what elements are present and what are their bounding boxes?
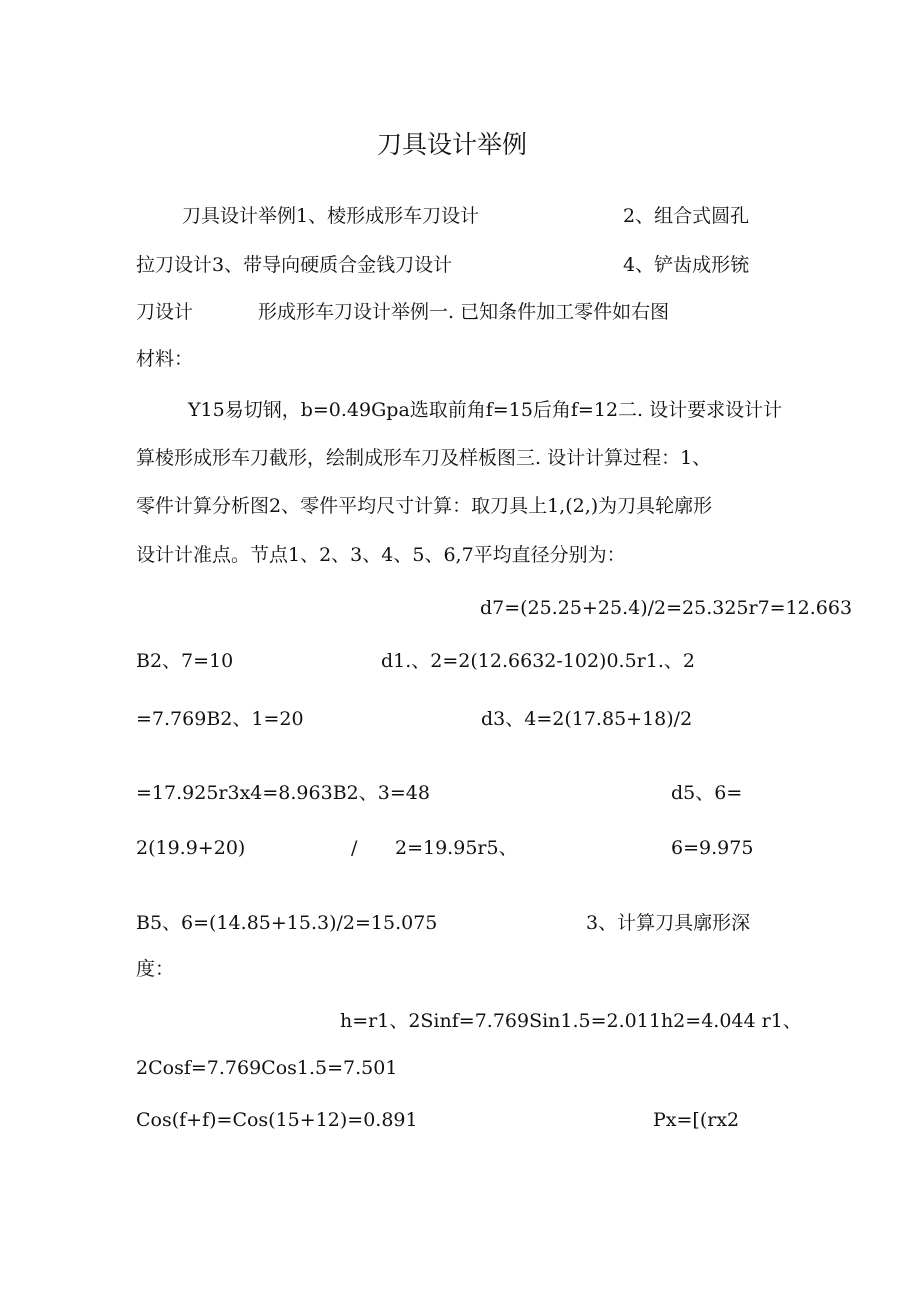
body-line-3: 零件计算分析图2、零件平均尺寸计算：取刀具上1,(2,)为刀具轮廓形 <box>136 495 713 517</box>
calc-d56-expr: 2(19.9+20) <box>136 837 246 859</box>
step3-heading: 3、计算刀具廓形深 <box>586 912 751 934</box>
calc-r56: 6=9.975 <box>671 837 754 859</box>
calc-r34: =17.925r3x4=8.963B2、3=48 <box>136 782 430 804</box>
body-line-2: 算棱形成形车刀截形，绘制成形车刀及样板图三. 设计计算过程：1、 <box>136 447 712 469</box>
intro-line-4: 材料： <box>136 348 194 370</box>
page-title: 刀具设计举例 <box>377 130 528 159</box>
calc-cos-sum: Cos(f+f)=Cos(15+12)=0.891 <box>136 1109 418 1131</box>
intro-line-3b: 形成形车刀设计举例一. 已知条件加工零件如右图 <box>258 301 670 323</box>
calc-r12: =7.769B2、1=20 <box>136 708 304 730</box>
calc-d34: d3、4=2(17.85+18)/2 <box>481 708 693 730</box>
intro-line-2b: 4、铲齿成形铳 <box>623 254 750 276</box>
calc-b27: B2、7=10 <box>136 650 234 672</box>
intro-line-3a: 刀设计 <box>136 301 194 323</box>
intro-line-1a: 刀具设计举例1、棱形成形车刀设计 <box>182 205 480 227</box>
body-line-4: 设计计准点。节点1、2、3、4、5、6,7平均直径分别为： <box>136 544 626 566</box>
calc-d7: d7=(25.25+25.4)/2=25.325r7=12.663 <box>480 597 853 619</box>
calc-px: Px=[(rx2 <box>653 1109 740 1131</box>
calc-cosf: 2Cosf=7.769Cos1.5=7.501 <box>136 1057 398 1079</box>
calc-d56-label: d5、6= <box>671 782 743 804</box>
intro-line-2a: 拉刀设计3、带导向硬质合金钱刀设计 <box>136 254 453 276</box>
body-line-1: Y15易切钢，b=0.49Gpa选取前角f=15后角f=12二. 设计要求设计计 <box>188 399 783 421</box>
calc-d12: d1.、2=2(12.6632-102)0.5r1.、2 <box>381 650 695 672</box>
calc-slash: / <box>351 837 358 859</box>
step3-heading-cont: 度： <box>136 958 175 980</box>
calc-b56: B5、6=(14.85+15.3)/2=15.075 <box>136 912 438 934</box>
intro-line-1b: 2、组合式圆孔 <box>623 205 750 227</box>
calc-d56-result: 2=19.95r5、 <box>395 837 518 859</box>
calc-h: h=r1、2Sinf=7.769Sin1.5=2.011h2=4.044 r1、 <box>340 1010 802 1032</box>
